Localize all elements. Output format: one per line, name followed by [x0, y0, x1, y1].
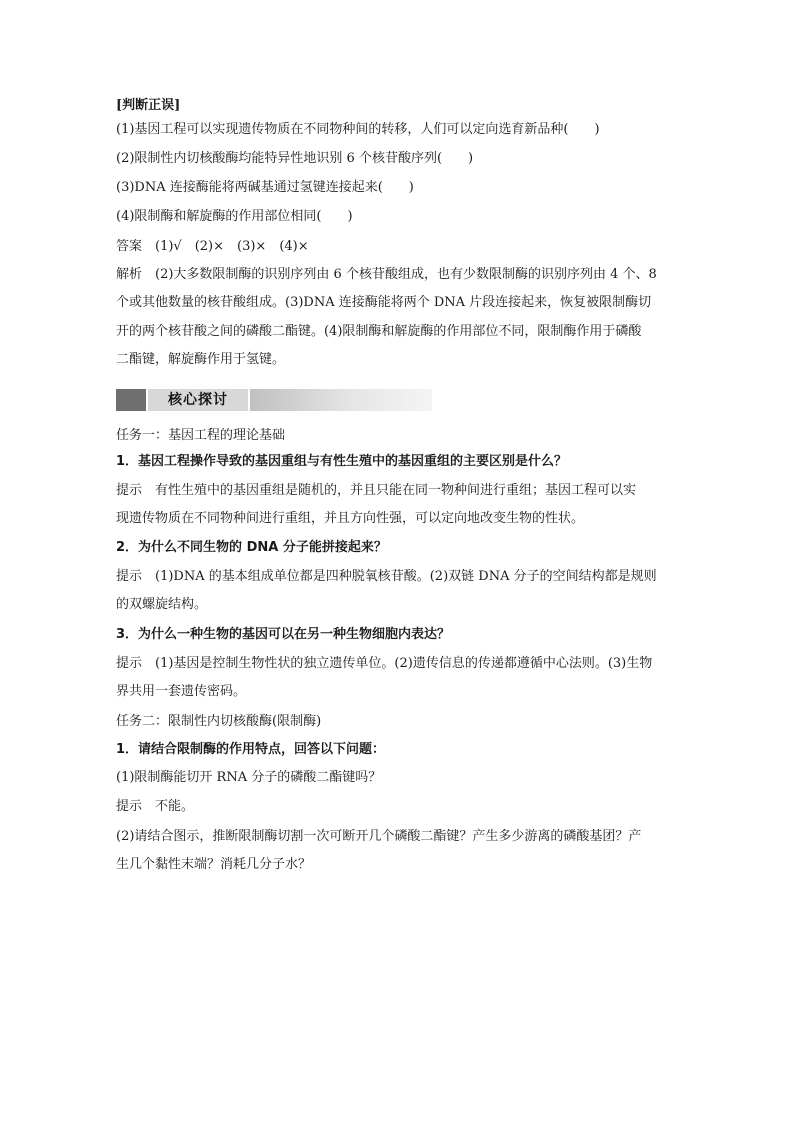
task1-question-3: 3．为什么一种生物的基因可以在另一种生物细胞内表达？	[116, 627, 451, 642]
judge-heading: [判断正误]	[116, 98, 181, 113]
task2-title: 任务二：限制性内切核酸酶(限制酶)	[116, 714, 322, 729]
section-title: 核心探讨	[146, 389, 250, 411]
task1-hint-3-line-2: 界共用一套遗传密码。	[116, 684, 247, 699]
judge-item-1: (1)基因工程可以实现遗传物质在不同物种间的转移，人们可以定向选育新品种( )	[116, 122, 600, 137]
task2-hint-1: 提示 不能。	[116, 799, 195, 814]
task1-hint-2-line-2: 的双螺旋结构。	[116, 597, 208, 612]
task1-hint-1-line-2: 现遗传物质在不同物种间进行重组，并且方向性强，可以定向地改变生物的性状。	[116, 511, 585, 526]
task1-title: 任务一：基因工程的理论基础	[116, 428, 286, 443]
task1-hint-1-line-1: 提示 有性生殖中的基因重组是随机的，并且只能在同一物种间进行重组；基因工程可以实	[116, 483, 637, 498]
answer-line: 答案 (1)√ (2)× (3)× (4)×	[116, 239, 309, 254]
task2-subquestion-2-line-2: 生几个黏性末端？消耗几分子水？	[116, 857, 312, 872]
analysis-line-2: 个或其他数量的核苷酸组成。(3)DNA 连接酶能将两个 DNA 片段连接起来，恢复被限制酶切	[116, 295, 652, 310]
task1-hint-3-line-1: 提示 (1)基因是控制生物性状的独立遗传单位。(2)遗传信息的传递都遵循中心法则。(3)生物	[116, 656, 653, 671]
section-banner	[116, 389, 432, 411]
task2-subquestion-1: (1)限制酶能切开 RNA 分子的磷酸二酯键吗？	[116, 770, 382, 785]
section-banner-block	[116, 389, 146, 411]
task2-subquestion-2-line-1: (2)请结合图示，推断限制酶切割一次可断开几个磷酸二酯键？产生多少游离的磷酸基团？产	[116, 829, 642, 844]
judge-item-2: (2)限制性内切核酸酶均能特异性地识别 6 个核苷酸序列( )	[116, 151, 474, 166]
task2-question-1: 1．请结合限制酶的作用特点，回答以下问题：	[116, 742, 386, 757]
task1-question-2: 2．为什么不同生物的 DNA 分子能拼接起来？	[116, 540, 387, 555]
analysis-line-1: 解析 (2)大多数限制酶的识别序列由 6 个核苷酸组成，也有少数限制酶的识别序列由 4 个、8	[116, 267, 657, 282]
task1-hint-2-line-1: 提示 (1)DNA 的基本组成单位都是四种脱氧核苷酸。(2)双链 DNA 分子的空间结构都是规则	[116, 569, 657, 584]
analysis-line-3: 开的两个核苷酸之间的磷酸二酯键。(4)限制酶和解旋酶的作用部位不同，限制酶作用于磷酸	[116, 324, 642, 339]
judge-item-4: (4)限制酶和解旋酶的作用部位相同( )	[116, 209, 353, 224]
judge-item-3: (3)DNA 连接酶能将两碱基通过氢键连接起来( )	[116, 180, 414, 195]
task1-question-1: 1．基因工程操作导致的基因重组与有性生殖中的基因重组的主要区别是什么？	[116, 454, 568, 469]
analysis-line-4: 二酯键，解旋酶作用于氢键。	[116, 352, 286, 367]
